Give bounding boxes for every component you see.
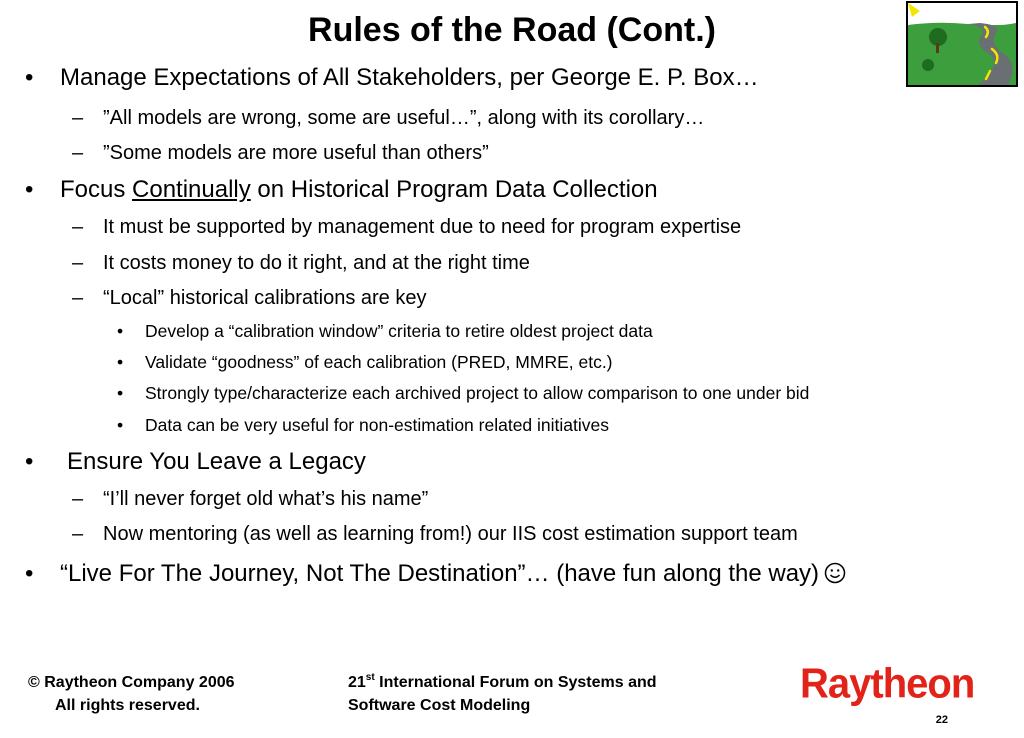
bullet-text: ”All models are wrong, some are useful…”, along with its corollary… xyxy=(103,107,705,129)
bullet-text: Validate “goodness” of each calibration (PRED, MMRE, etc.) xyxy=(145,352,613,372)
dash-marker: – xyxy=(72,142,84,164)
conference-ordinal-suffix: st xyxy=(365,671,375,683)
dash-marker: – xyxy=(72,523,84,545)
bullet-text: ”Some models are more useful than others” xyxy=(103,142,489,164)
winding-road-illustration xyxy=(906,1,1018,87)
rights-text: All rights reserved. xyxy=(55,697,200,714)
bullet-text xyxy=(60,176,658,204)
bullet-marker: • xyxy=(117,352,124,372)
dash-marker: – xyxy=(72,488,84,510)
road-illustration-icon xyxy=(908,3,1016,85)
copyright-text: © Raytheon Company 2006 xyxy=(28,674,235,691)
bullet-text: Data can be very useful for non-estimation related initiatives xyxy=(145,415,609,435)
bullet-marker: • xyxy=(117,321,124,341)
bullet-marker: • xyxy=(25,560,34,587)
dash-marker: – xyxy=(72,107,84,129)
footer-copyright xyxy=(28,671,288,717)
bullet-text: Ensure You Leave a Legacy xyxy=(67,448,366,475)
dash-marker: – xyxy=(72,252,84,274)
bullet-text-content: “Live For The Journey, Not The Destination”… (have fun along the way) xyxy=(60,560,820,587)
text-segment: Focus xyxy=(60,176,133,203)
bullet-text: “I’ll never forget old what’s his name” xyxy=(103,488,429,510)
raytheon-logo: Raytheon xyxy=(800,660,975,708)
slide-title: Rules of the Road (Cont.) xyxy=(308,11,716,49)
smiley-face-icon xyxy=(824,562,846,584)
bullet-text: It costs money to do it right, and at the right time xyxy=(103,252,530,274)
conference-line-1 xyxy=(348,671,748,694)
bullet-text: Strongly type/characterize each archived project to allow comparison to one under bid xyxy=(145,383,810,403)
page-number: 22 xyxy=(935,714,948,726)
bullet-text: It must be supported by management due to need for program expertise xyxy=(103,216,742,238)
conference-name-part: International Forum on Systems and xyxy=(374,674,657,691)
bullet-marker: • xyxy=(25,448,34,475)
bullet-text: Manage Expectations of All Stakeholders, per George E. P. Box… xyxy=(60,64,759,91)
bullet-text: “Local” historical calibrations are key xyxy=(103,287,427,309)
underlined-word: Continually xyxy=(132,176,251,203)
bullet-text xyxy=(60,560,846,588)
dash-marker: – xyxy=(72,216,84,238)
text-segment: on Historical Program Data Collection xyxy=(250,176,658,203)
footer-conference xyxy=(348,671,748,717)
bullet-text: Develop a “calibration window” criteria to retire oldest project data xyxy=(145,321,653,341)
bullet-marker: • xyxy=(25,64,34,91)
bullet-marker: • xyxy=(117,415,124,435)
conference-line-2: Software Cost Modeling xyxy=(348,697,531,714)
bullet-marker: • xyxy=(117,383,124,403)
dash-marker: – xyxy=(72,287,84,309)
bullet-marker: • xyxy=(25,176,34,203)
conference-ordinal-number: 21 xyxy=(348,674,366,691)
bullet-text: Now mentoring (as well as learning from!) our IIS cost estimation support team xyxy=(103,523,798,545)
